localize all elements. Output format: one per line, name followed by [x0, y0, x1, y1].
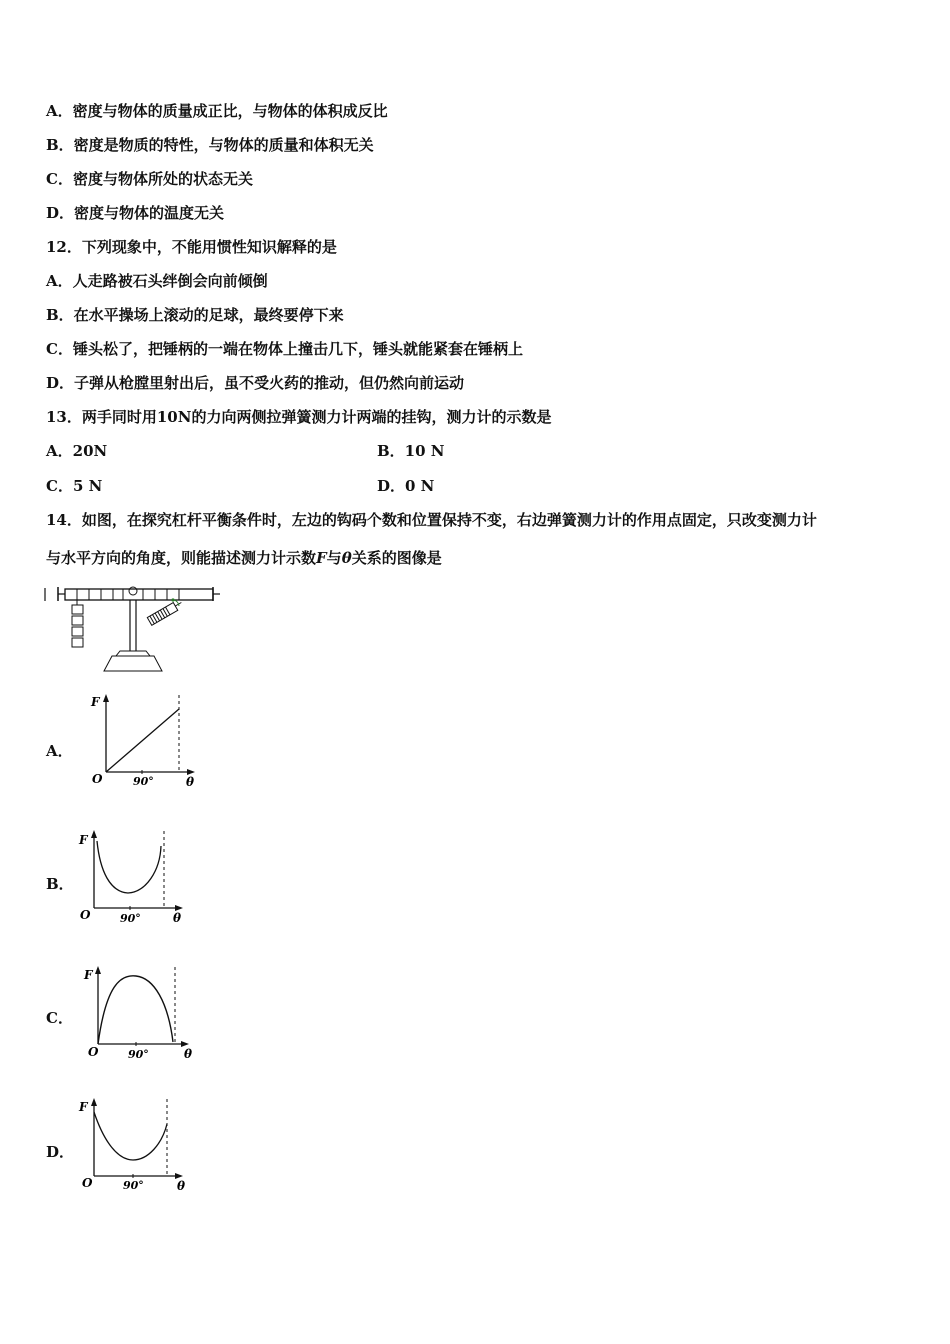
q12-stem: 12．下列现象中，不能用惯性知识解释的是: [46, 238, 337, 256]
q13-option-a: A．20N: [46, 442, 108, 460]
graph-b-x-label: θ: [173, 911, 182, 925]
graph-b-origin: O: [80, 908, 91, 922]
q11-option-b: B．密度是物质的特性，与物体的质量和体积无关: [46, 136, 374, 154]
q11-option-c: C．密度与物体所处的状态无关: [46, 170, 253, 188]
q11-option-a: A．密度与物体的质量成正比，与物体的体积成反比: [46, 102, 388, 120]
q14-stem-line1: 14．如图，在探究杠杆平衡条件时，左边的钩码个数和位置保持不变，右边弹簧测力计的作用点固定，只改变测力计: [46, 511, 817, 529]
graph-d-y-label: F: [79, 1100, 88, 1114]
graph-d: [76, 1094, 196, 1194]
graph-b-tick: 90°: [120, 912, 141, 925]
q13-option-b: B．10 N: [377, 442, 445, 460]
q14-option-d: D．: [46, 1143, 75, 1161]
q12-option-d: D．子弹从枪膛里射出后，虽不受火药的推动，但仍然向前运动: [46, 374, 465, 392]
graph-b: [76, 826, 196, 926]
q13-option-c: C．5 N: [46, 477, 103, 495]
q14-option-b: B．: [46, 875, 74, 893]
q12-option-c: C．锤头松了，把锤柄的一端在物体上撞击几下，锤头就能紧套在锤柄上: [46, 340, 523, 358]
graph-c-tick: 90°: [128, 1048, 149, 1061]
lever-apparatus-figure: [42, 583, 222, 675]
graph-a-y-label: F: [91, 695, 100, 709]
graph-a-origin: O: [92, 772, 103, 786]
graph-b-y-label: F: [79, 833, 88, 847]
var-theta: θ: [341, 549, 352, 567]
q14-stem-a: 与水平方向的角度，则能描述测力计示数: [46, 549, 317, 567]
graph-c: [80, 962, 200, 1062]
graph-a-x-label: θ: [186, 775, 195, 789]
q12-option-b: B．在水平操场上滚动的足球，最终要停下来: [46, 306, 344, 324]
q14-option-a: A．: [46, 742, 73, 760]
graph-a-tick: 90°: [133, 775, 154, 788]
q14-option-c: C．: [46, 1009, 73, 1027]
graph-a: [88, 690, 208, 790]
q14-stem-line2: [46, 548, 442, 568]
graph-d-tick: 90°: [123, 1179, 144, 1192]
q13-stem: 13．两手同时用10N的力向两侧拉弹簧测力计两端的挂钩，测力计的示数是: [46, 408, 552, 426]
graph-d-origin: O: [82, 1176, 93, 1190]
q12-option-a: A．人走路被石头绊倒会向前倾倒: [46, 272, 268, 290]
q13-option-d: D．0 N: [377, 477, 435, 495]
q14-stem-c: 关系的图像是: [351, 549, 442, 567]
var-f: F: [316, 549, 327, 567]
graph-c-x-label: θ: [184, 1047, 193, 1061]
q14-stem-b: 与: [326, 549, 342, 567]
graph-c-y-label: F: [84, 968, 93, 982]
graph-d-x-label: θ: [177, 1179, 186, 1193]
q11-option-d: D．密度与物体的温度无关: [46, 204, 225, 222]
graph-c-origin: O: [88, 1045, 99, 1059]
